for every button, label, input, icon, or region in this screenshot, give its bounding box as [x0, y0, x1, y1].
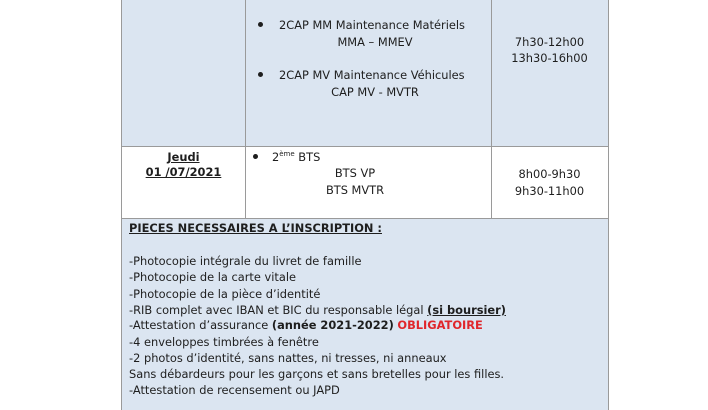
piece-item-tenue: Sans débardeurs pour les garçons et sans bretelles pour les filles. — [129, 367, 505, 381]
class-item-2-line2: CAP MV - MVTR — [331, 85, 419, 99]
piece-item-livret: -Photocopie intégrale du livret de famille — [129, 254, 362, 268]
piece-item-assurance — [129, 318, 483, 332]
row1-time-cell — [491, 0, 608, 146]
row1-time-1: 7h30-12h00 — [514, 35, 585, 49]
rib-text: -RIB complet avec IBAN et BIC du responsable légal — [129, 303, 428, 317]
table-border-right — [608, 0, 609, 410]
row1-time-2: 13h30-16h00 — [511, 51, 588, 65]
row-divider-2 — [121, 218, 609, 219]
bts-bullet-label — [272, 150, 320, 164]
table-border-left — [121, 0, 122, 410]
piece-item-rib — [129, 303, 506, 317]
class-item-1-line1: 2CAP MM Maintenance Matériels — [279, 18, 465, 32]
bts-bullet-suffix: BTS — [294, 150, 321, 164]
assurance-text: -Attestation d’assurance — [129, 318, 272, 332]
bullet-mark — [253, 154, 258, 159]
row2-time-1: 8h00-9h30 — [518, 167, 581, 181]
rib-note: (si boursier) — [427, 303, 506, 317]
bts-line-1: BTS VP — [334, 166, 376, 180]
pieces-heading: PIECES NECESSAIRES A L’INSCRIPTION : — [129, 221, 382, 235]
piece-item-enveloppes: -4 enveloppes timbrées à fenêtre — [129, 335, 319, 349]
row-divider-1 — [121, 146, 609, 147]
piece-item-carte-vitale: -Photocopie de la carte vitale — [129, 270, 297, 284]
bts-bullet-prefix: 2 — [272, 150, 280, 164]
bullet-mark — [258, 22, 263, 27]
piece-item-photos: -2 photos d’identité, sans nattes, ni tresses, ni anneaux — [129, 351, 447, 365]
bts-line-2: BTS MVTR — [325, 183, 385, 197]
assurance-year: (année 2021-2022) — [271, 318, 394, 332]
column-divider-1 — [245, 0, 246, 218]
bts-bullet-sup: ème — [279, 150, 295, 158]
class-item-1-line2: MMA – MMEV — [337, 35, 413, 49]
piece-item-identite: -Photocopie de la pièce d’identité — [129, 287, 321, 301]
class-item-2-line1: 2CAP MV Maintenance Véhicules — [279, 68, 465, 82]
row2-time-2: 9h30-11h00 — [514, 184, 585, 198]
assurance-flag: OBLIGATOIRE — [397, 318, 483, 332]
row1-day-cell — [122, 0, 245, 146]
row2-date: 01 /07/2021 — [145, 165, 222, 179]
bullet-mark — [258, 72, 263, 77]
row2-time-cell — [491, 146, 608, 218]
row2-day: Jeudi — [167, 150, 200, 164]
piece-item-recensement: -Attestation de recensement ou JAPD — [129, 383, 340, 397]
